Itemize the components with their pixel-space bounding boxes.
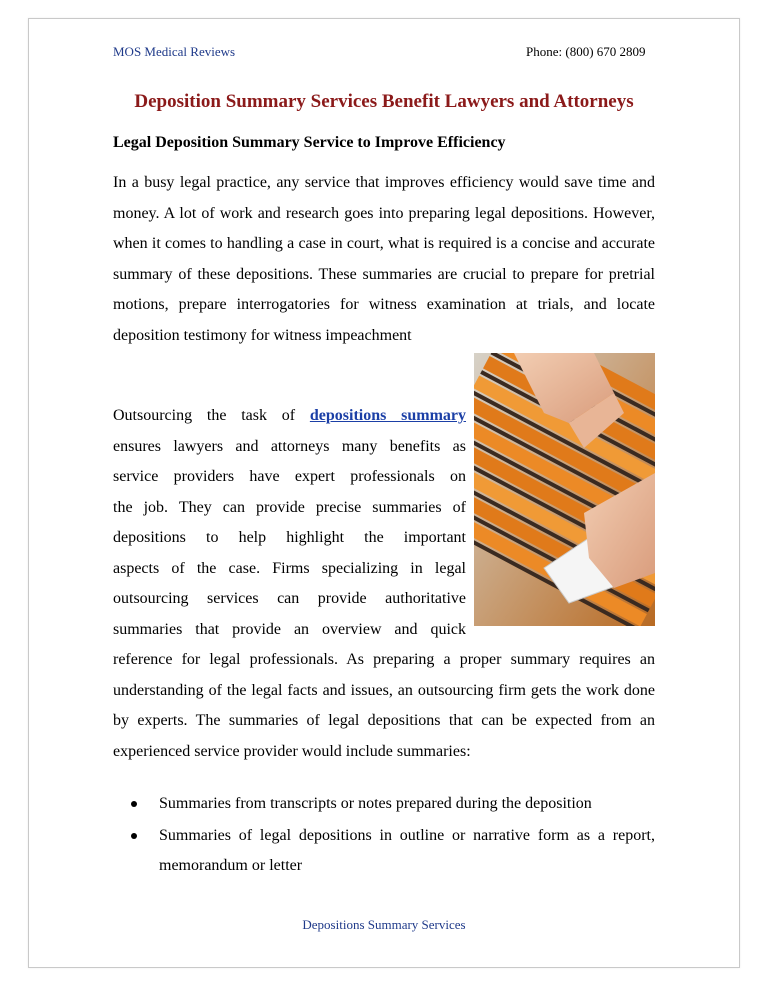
legal-files-photo bbox=[474, 353, 655, 626]
header-phone: Phone: (800) 670 2809 bbox=[526, 44, 646, 59]
section-subtitle: Legal Deposition Summary Service to Improve Efficiency bbox=[113, 134, 506, 151]
header-company-name: MOS Medical Reviews bbox=[113, 44, 236, 59]
footer-title: Depositions Summary Services bbox=[302, 917, 466, 932]
wrapped-line: the job. They can provide precise summaries of bbox=[113, 498, 466, 516]
list-item-text: Summaries from transcripts or notes prepared during the deposition bbox=[159, 795, 592, 812]
bullet-icon bbox=[131, 801, 137, 807]
wrapped-line: service providers have expert professionals on bbox=[113, 468, 466, 485]
intro-paragraph-text: In a busy legal practice, any service that improves efficiency would save time and money. A lot of work and research goes into preparing legal depositions. However, when it comes to handling a case in court, what is required is a concise and accurate summary of these depositions. These summaries are crucial to prepare for pretrial motions, prepare interrogatories for witness examination at trials, and locate deposition testimony for witness impeachment bbox=[113, 174, 655, 344]
outsourcing-lead-text: Outsourcing the task of bbox=[113, 407, 310, 424]
wrapped-line: ensures lawyers and attorneys many benefits as bbox=[113, 437, 466, 455]
wrapped-line: outsourcing services can provide authoritative bbox=[113, 590, 466, 607]
file-folders-image bbox=[474, 353, 655, 626]
bullet-icon bbox=[131, 833, 137, 839]
wrapped-line: summaries that provide an overview and quick bbox=[113, 620, 466, 638]
wrapped-line: depositions to help highlight the important bbox=[113, 529, 466, 546]
summary-types-list bbox=[131, 789, 655, 883]
wrapped-line: aspects of the case. Firms specializing in legal bbox=[113, 559, 466, 577]
page-title: Deposition Summary Services Benefit Lawyers and Attorneys bbox=[134, 91, 634, 112]
wrapped-lines bbox=[113, 432, 466, 646]
list-item bbox=[131, 789, 655, 819]
intro-paragraph bbox=[113, 168, 655, 351]
depositions-summary-link[interactable]: depositions summary bbox=[309, 407, 467, 424]
list-item-text: Summaries of legal depositions in outline or narrative form as a report, memorandum or letter bbox=[159, 827, 655, 874]
list-item bbox=[131, 821, 655, 881]
outsourcing-paragraph-wrapped bbox=[113, 401, 466, 645]
outsourcing-continuation-text: reference for legal professionals. As preparing a proper summary requires an understanding of the legal facts and issues, an outsourcing firm gets the work done by experts. The summaries of legal depositions that can be expected from an experienced service provider would include summaries: bbox=[113, 651, 655, 760]
outsourcing-paragraph-continued bbox=[113, 645, 655, 767]
